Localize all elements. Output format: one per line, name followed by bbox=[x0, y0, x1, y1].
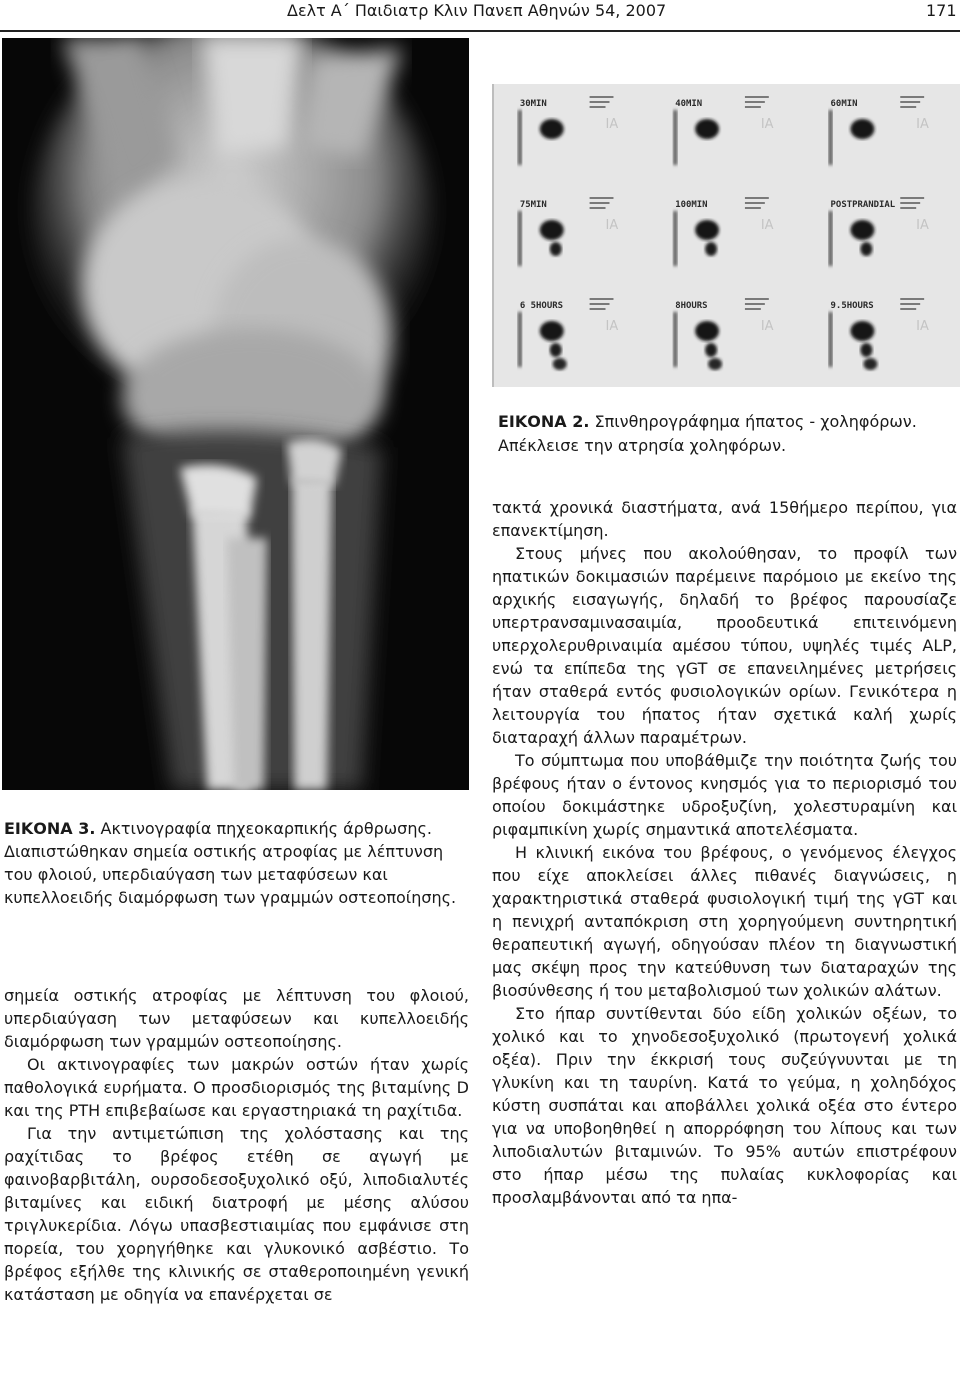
scan-annotation bbox=[590, 303, 610, 305]
scan-annotation bbox=[590, 96, 614, 98]
scan-annotation bbox=[900, 207, 916, 209]
bowel-activity bbox=[863, 358, 877, 370]
paragraph: Το σύμπτωμα που υποβάθμιζε την ποιότητα ζωής του βρέφους ήταν ο έντονος κνησμός για το περιορισμό του οποίου δοκιμάστηκε υδροξυζίνη, χολεστυραμίνη και ριφαμπικίνη χωρίς σημαντικά αποτελέσματα. bbox=[492, 751, 957, 839]
scan-marker: IA bbox=[605, 217, 619, 234]
bowel-activity bbox=[860, 242, 872, 256]
scan-annotation bbox=[590, 207, 606, 209]
scan-marker: IA bbox=[605, 318, 619, 335]
scan-marker: IA bbox=[760, 318, 774, 335]
scan-frame-label: 75MIN bbox=[519, 199, 547, 211]
liver-uptake bbox=[695, 321, 719, 341]
scan-annotation bbox=[900, 106, 916, 108]
scan-annotation bbox=[900, 197, 924, 199]
scan-annotation bbox=[900, 298, 924, 300]
bowel-activity bbox=[553, 358, 567, 370]
scan-annotation bbox=[590, 308, 606, 310]
scan-frame-edge bbox=[518, 110, 522, 165]
bowel-activity bbox=[550, 242, 562, 256]
liver-uptake bbox=[850, 119, 874, 139]
paragraph: Η κλινική εικόνα του βρέφους, ο γενόμενος έλεγχος που είχε αποκλείσει άλλες πιθανές διαγνώσεις, η χαρακτηριστικά σταθερά φυσιολογική τιμή της γGT και η πενιχρή ανταπόκριση στη χορηγούμενη συντηρητική θεραπευτική αγωγή, οδηγούσαν πλέον τη διαγνωστική μας σκέψη προς την κατεύθυνση των διαταραχών της βιοσύνθεσης ή του μεταβολισμού των χολικών αλάτων. bbox=[492, 843, 957, 1000]
figure-2-text: Σπινθηρογράφημα ήπατος - χοληφόρων. Απέκλεισε την ατρησία χοληφόρων. bbox=[498, 412, 917, 455]
figure-3-text: Ακτινογραφία πηχεοκαρπικής άρθρωσης. Διαπιστώθηκαν σημεία οστικής ατροφίας με λέπτυνση του φλοιού, υπερδιαύγαση των μεταφύσεων και κυπελλοειδής διαμόρφωση των γραμμών οστεοποίησης. bbox=[4, 819, 457, 907]
scan-frame-edge bbox=[829, 211, 833, 266]
bowel-activity bbox=[705, 242, 717, 256]
scan-frame-label: 40MIN bbox=[675, 98, 703, 110]
paragraph: Στο ήπαρ συντίθενται δύο είδη χολικών οξέων, το χολικό και το χηνοδεσοξυχολικό (πρωτογενή χολικά οξέα). Πριν την έκκρισή τους συζεύγνυνται με τη γλυκίνη και τη ταυρίνη. Κατά το γεύμα, η χοληδόχος κύστη συσπάται και αποβάλλει χολικά οξέα στο έντερο για να υποβοηθηθεί η απορρόφηση του λίπους και των λιποδιαλυτών βιταμινών. Το 95% αυτών επιστρέφουν στο ήπαρ μέσω της πυλαίας κυκλοφορίας και προσλαμβάνονται από τα ηπα- bbox=[492, 1004, 957, 1207]
scan-frame-edge bbox=[829, 312, 833, 367]
paragraph: Οι ακτινογραφίες των μακρών οστών ήταν χωρίς παθολογικά ευρήματα. Ο προσδιορισμός της βιταμίνης D και της PTH επιβεβαίωσε και εργαστηριακά τη ραχίτιδα. bbox=[4, 1055, 469, 1120]
scan-frame-edge bbox=[673, 211, 677, 266]
figure-3-caption bbox=[4, 817, 469, 909]
scan-annotation bbox=[745, 202, 765, 204]
scan-annotation bbox=[745, 106, 761, 108]
scan-frame-edge bbox=[518, 211, 522, 266]
scan-frame-label: 100MIN bbox=[675, 199, 708, 211]
liver-uptake bbox=[540, 119, 564, 139]
journal-citation: Δελτ Α΄ Παιδιατρ Κλιν Πανεπ Αθηνών 54, 2007 bbox=[287, 1, 667, 20]
scan-marker: IA bbox=[916, 116, 929, 133]
bowel-activity bbox=[708, 358, 722, 370]
scan-annotation bbox=[745, 303, 765, 305]
scan-annotation bbox=[900, 101, 920, 103]
liver-uptake bbox=[695, 220, 719, 240]
header-divider bbox=[0, 30, 960, 32]
xray-image bbox=[2, 38, 469, 790]
scintigraphy-image bbox=[492, 84, 960, 387]
bowel-activity bbox=[550, 343, 562, 357]
paragraph: Στους μήνες που ακολούθησαν, το προφίλ των ηπατικών δοκιμασιών παρέμεινε παρόμοιο με εκείνο της αρχικής εισαγωγής, δηλαδή το βρέφος παρουσίαζε υπερτρανσαμινασαιμία, προοδευτικά επιτεινόμενη υπερχολερυθριναιμία αμέσου τύπου, υψηλές τιμές ALP, ενώ τα επίπεδα της γGT σε επανειλημένες μετρήσεις ήταν σταθερά εντός φυσιολογικών ορίων. Γενικότερα η λειτουργία του ήπατος ήταν σχετικά καλή χωρίς διαταραχή άλλων παραμέτρων. bbox=[492, 544, 957, 747]
scan-annotation bbox=[745, 197, 769, 199]
paragraph: τακτά χρονικά διαστήματα, ανά 15θήμερο περίπου, για επανεκτίμηση. bbox=[492, 498, 957, 540]
scan-marker: IA bbox=[760, 116, 774, 133]
paragraph: Για την αντιμετώπιση της χολόστασης και της ραχίτιδας το βρέφος ετέθη σε αγωγή με φαινοβαρβιτάλη, ουρσοδεσοξυχολικό οξύ, λιποδιαλυτές βιταμίνες και ειδική διατροφή με μέσης αλύσου τριγλυκερίδια. Λόγω υπασβεστιαιμίας που εμφάνισε στη πορεία, του χορηγήθηκε και γλυκονικό ασβέστιο. Το βρέφος εξήλθε της κλινικής σε σταθεροποιημένη γενική κατάσταση με οδηγία να επανέρχεται σε bbox=[4, 1124, 469, 1304]
scan-frame-label: 8HOURS bbox=[675, 300, 708, 312]
liver-uptake bbox=[695, 119, 719, 139]
scan-annotation bbox=[590, 298, 614, 300]
scan-frame-label: 9.5HOURS bbox=[830, 300, 874, 312]
scan-frame-label: POSTPRANDIAL bbox=[830, 199, 896, 211]
scan-annotation bbox=[745, 96, 769, 98]
scan-annotation bbox=[900, 308, 916, 310]
scan-annotation bbox=[590, 197, 614, 199]
scan-annotation bbox=[900, 303, 920, 305]
scan-annotation bbox=[745, 207, 761, 209]
bowel-activity bbox=[705, 343, 717, 357]
figure-3-label: ΕΙΚΟΝΑ 3. bbox=[4, 819, 96, 838]
scan-frame-edge bbox=[518, 312, 522, 367]
scan-marker: IA bbox=[760, 217, 774, 234]
figure-2-label: ΕΙΚΟΝΑ 2. bbox=[498, 412, 590, 431]
scan-frame-edge bbox=[829, 110, 833, 165]
liver-uptake bbox=[850, 321, 874, 341]
figure-2-caption bbox=[498, 410, 960, 458]
scan-annotation bbox=[590, 106, 606, 108]
scan-marker: IA bbox=[916, 318, 929, 335]
scan-frame-label: 60MIN bbox=[830, 98, 858, 110]
scan-annotation bbox=[590, 101, 610, 103]
liver-uptake bbox=[540, 220, 564, 240]
left-column bbox=[4, 984, 469, 1306]
scan-annotation bbox=[745, 298, 769, 300]
liver-uptake bbox=[540, 321, 564, 341]
scan-frame-label: 6 5HOURS bbox=[519, 300, 563, 312]
scan-frame-edge bbox=[673, 312, 677, 367]
scan-marker: IA bbox=[916, 217, 929, 234]
scan-marker: IA bbox=[605, 116, 619, 133]
paragraph: σημεία οστικής ατροφίας με λέπτυνση του φλοιού, υπερδιαύγαση των μεταφύσεων και κυπελλοειδής διαμόρφωση των γραμμών οστεοποίησης. bbox=[4, 986, 469, 1051]
scan-annotation bbox=[590, 202, 610, 204]
scan-frame-edge bbox=[673, 110, 677, 165]
bowel-activity bbox=[860, 343, 872, 357]
scan-annotation bbox=[745, 308, 761, 310]
scan-annotation bbox=[745, 101, 765, 103]
page-number: 171 bbox=[926, 1, 957, 20]
scan-annotation bbox=[900, 202, 920, 204]
right-column bbox=[492, 496, 957, 1209]
scan-frame-label: 30MIN bbox=[519, 98, 547, 110]
scan-annotation bbox=[900, 96, 924, 98]
liver-uptake bbox=[850, 220, 874, 240]
